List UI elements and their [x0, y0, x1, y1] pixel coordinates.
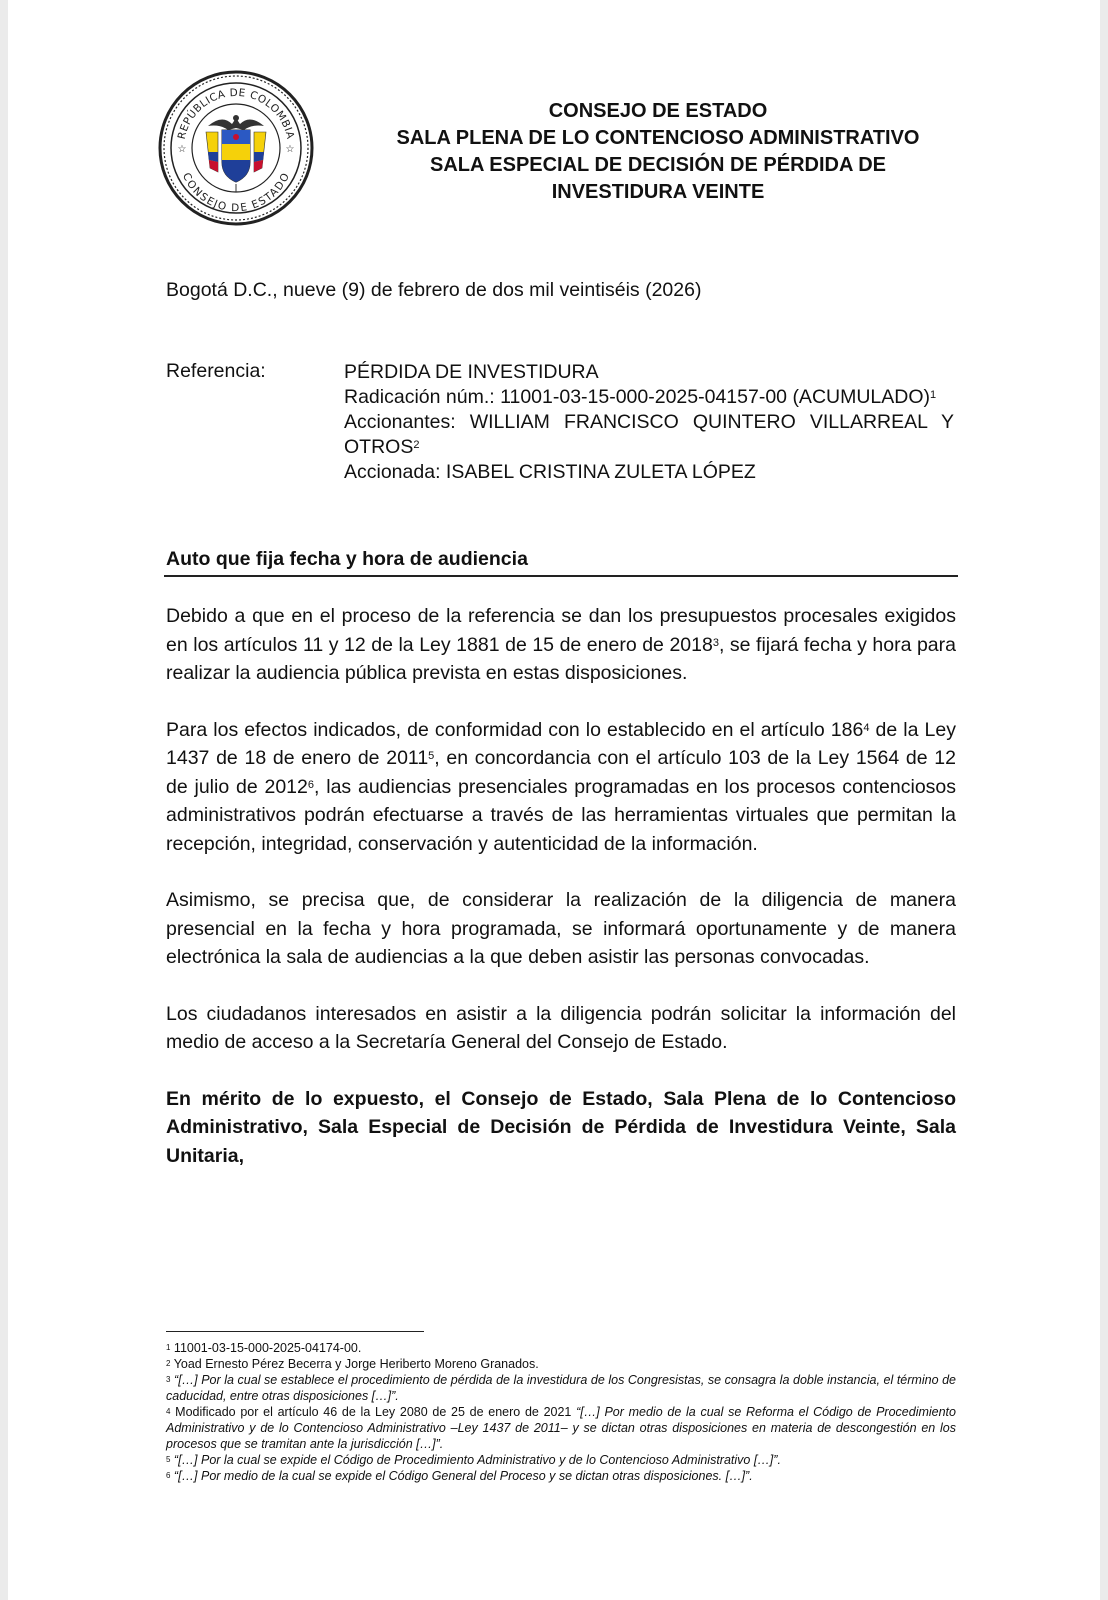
footnote-ref-4[interactable]: 4	[863, 721, 870, 734]
header-line-1: CONSEJO DE ESTADO	[548, 100, 768, 122]
footnote-ref-5[interactable]: 5	[428, 750, 435, 762]
footnote-2: $^2$ Yoad Ernesto Pérez Becerra y Jorge Heriberto Moreno Granados.	[166, 1357, 539, 1371]
footnote-1: $^1$ 11001-03-15-000-2025-04174-00.	[166, 1341, 362, 1355]
reference-label: Referencia:	[166, 360, 266, 382]
section-divider	[164, 575, 958, 577]
court-header	[368, 98, 948, 206]
reference-accionantes-line-2: OTROS$^2$	[344, 436, 420, 458]
paragraph-4: Los ciudadanos interesados en asistir a la diligencia podrán solicitar la información del medio de acceso a la Secretaría General del Consejo de Estado.	[166, 1002, 956, 1053]
reference-accionantes-line-1: Accionantes: WILLIAM FRANCISCO QUINTERO VILLARREAL Y	[344, 411, 954, 433]
paragraph-5: En mérito de lo expuesto, el Consejo de Estado, Sala Plena de lo Contencioso Administrativo, Sala Especial de Decisión de Pérdida de Investidura Veinte, Sala Unitaria,	[166, 1087, 956, 1167]
footnote-6: $^6$ “[…] Por medio de la cual se expide el Código General del Proceso y se dictan otras disposiciones. […]”.	[166, 1469, 753, 1483]
header-line-2: SALA PLENA DE LO CONTENCIOSO ADMINISTRATIVO	[396, 127, 920, 149]
header-line-4: INVESTIDURA VEINTE	[551, 181, 765, 203]
reference-accionada: Accionada: ISABEL CRISTINA ZULETA LÓPEZ	[344, 461, 756, 483]
svg-text:CONSEJO DE ESTADO: CONSEJO DE ESTADO	[179, 171, 293, 215]
date-line: Bogotá D.C., nueve (9) de febrero de dos mil veintiséis (2026)	[166, 279, 702, 301]
footnotes	[166, 1340, 956, 1484]
reference-type: PÉRDIDA DE INVESTIDURA	[344, 361, 599, 383]
reference-radicacion: Radicación núm.: 11001-03-15-000-2025-04157-00 (ACUMULADO)$^1$	[344, 386, 937, 408]
consejo-de-estado-seal-icon	[156, 68, 316, 228]
paragraph-2: Para los efectos indicados, de conformidad con lo establecido en el artículo $186^4$ de la Ley 1437 de 18 de enero de 2011$^5$, en concordancia con el artículo 103 de la Ley 1564 de 12 de julio de 2012$^6$, las audiencias presenciales programadas en los procesos contenciosos administrativos podrán efectuarse a través de las herramientas virtuales que permitan la recepción, integridad, conservación y autenticidad de la información.	[166, 718, 957, 855]
footnote-divider	[166, 1331, 424, 1332]
svg-text:☆: ☆	[177, 144, 187, 155]
footnote-ref-1[interactable]: 1	[930, 389, 937, 401]
document-page	[8, 0, 1100, 1600]
document-body	[166, 602, 956, 1198]
footnote-4: $^4$ Modificado por el artículo 46 de la Ley 2080 de 25 de enero de 2021 “[…] Por medio de la cual se Reforma el Código de Procedimiento Administrativo y de lo Contencioso Administrativo –Ley 1437 de 2011– y se dictan otras disposiciones en materia de descongestión en los procesos que se tramitan ante la jurisdicción […]”.	[166, 1405, 956, 1451]
svg-text:☆: ☆	[285, 144, 295, 155]
svg-text:REPÚBLICA DE COLOMBIA: REPÚBLICA DE COLOMBIA	[175, 86, 297, 141]
footnote-3: $^3$ “[…] Por la cual se establece el procedimiento de pérdida de la investidura de los Congresistas, se consagra la doble instancia, el término de caducidad, entre otras disposiciones […]”.	[166, 1373, 956, 1403]
header-line-3: SALA ESPECIAL DE DECISIÓN DE PÉRDIDA DE	[430, 154, 886, 176]
footnote-5: $^5$ “[…] Por la cual se expide el Código de Procedimiento Administrativo y de lo Contencioso Administrativo […]”.	[166, 1453, 781, 1467]
reference-block	[344, 360, 954, 485]
footnote-ref-6[interactable]: 6	[307, 778, 315, 791]
paragraph-1: Debido a que en el proceso de la referencia se dan los presupuestos procesales exigidos en los artículos 11 y 12 de la Ley 1881 de 15 de enero de 2018$^3$, se fijará fecha y hora para realizar la audiencia pública prevista en estas disposiciones.	[166, 605, 956, 684]
footnote-ref-2[interactable]: 2	[413, 439, 420, 451]
paragraph-3: Asimismo, se precisa que, de considerar la realización de la diligencia de manera presencial en la fecha y hora programada, se informará oportunamente y de manera electrónica la sala de audiencias a la que deben asistir las personas convocadas.	[166, 889, 956, 968]
section-title: Auto que fija fecha y hora de audiencia	[166, 548, 528, 570]
footnote-ref-3[interactable]: 3	[712, 636, 719, 649]
